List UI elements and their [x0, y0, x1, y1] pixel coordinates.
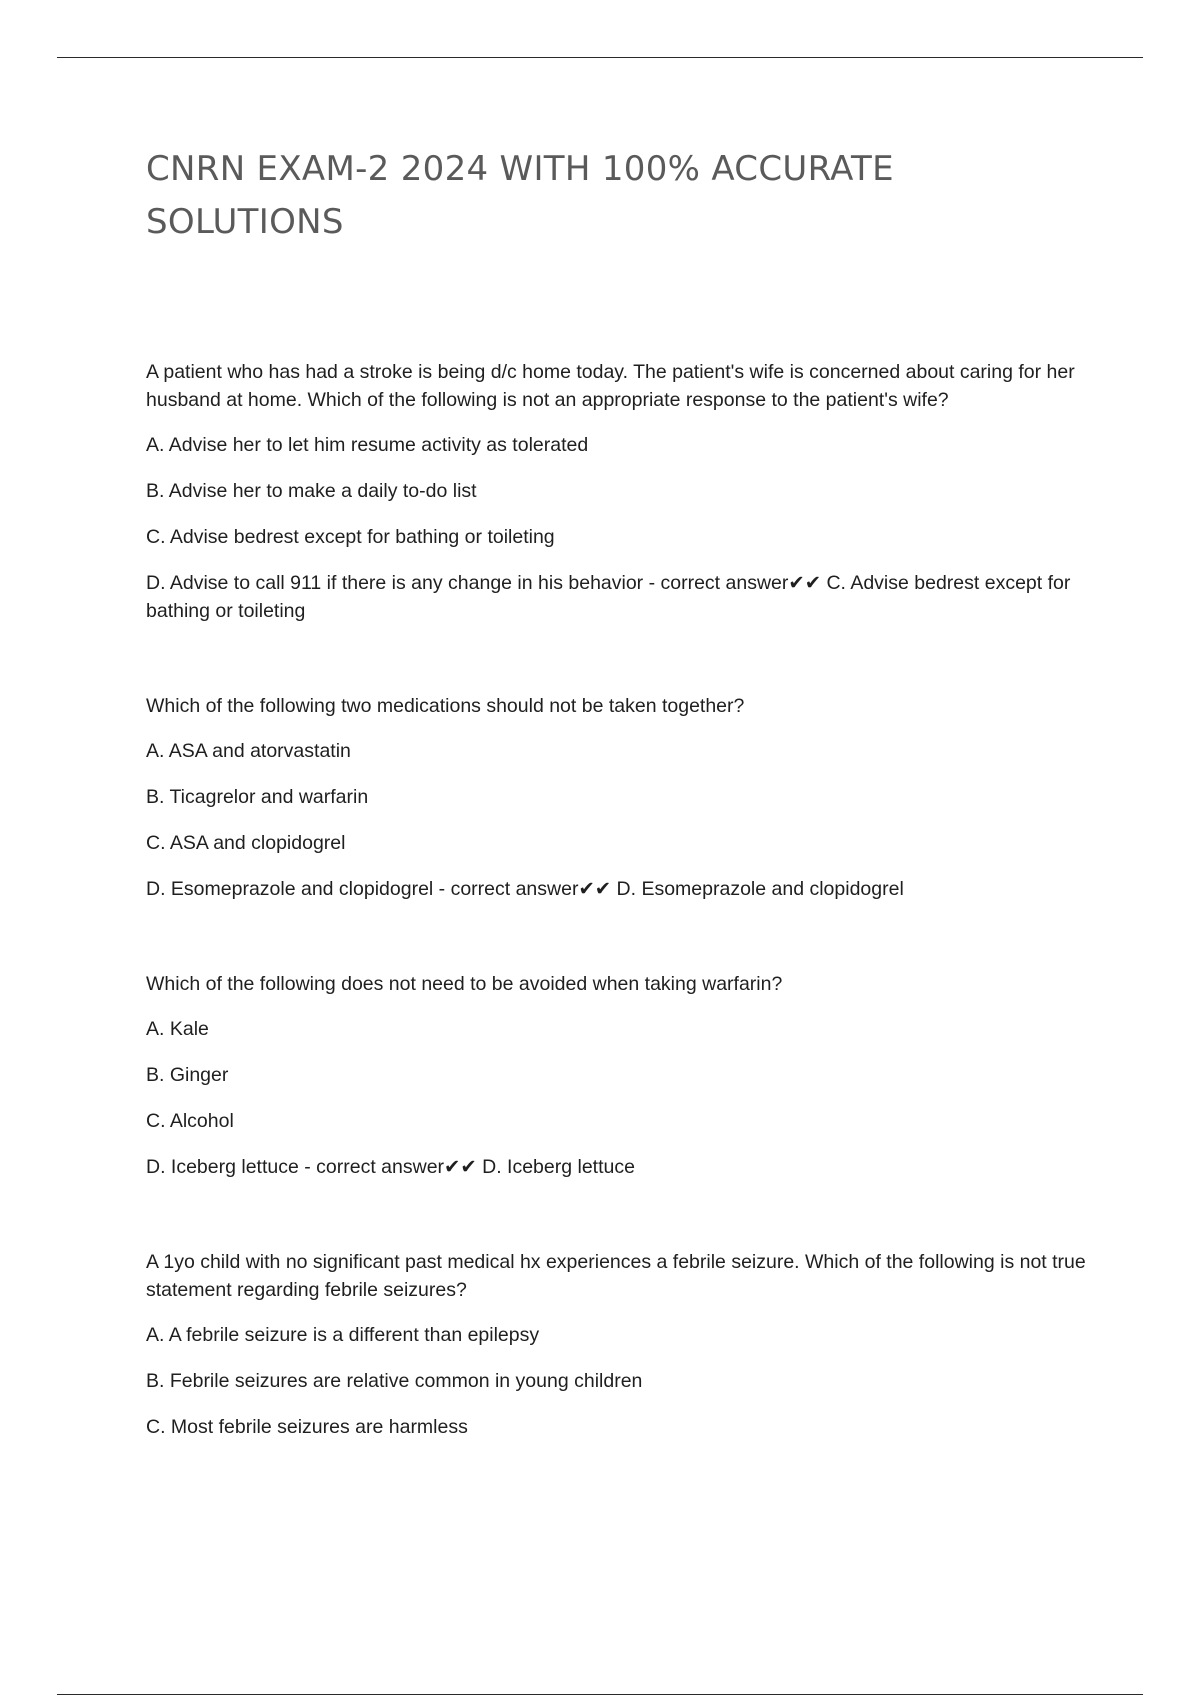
option-a: A. Kale: [146, 1018, 209, 1040]
question-1: [146, 358, 1096, 625]
question-text: Which of the following does not need to be avoided when taking warfarin?: [146, 973, 783, 995]
option-c: C. ASA and clopidogrel: [146, 832, 346, 854]
question-3: [146, 970, 1096, 1181]
question-4: [146, 1248, 1096, 1441]
document-title: CNRN EXAM-2 2024 WITH 100% ACCURATE SOLUTIONS: [146, 149, 894, 242]
bottom-divider: [57, 1694, 1143, 1695]
option-b: B. Advise her to make a daily to-do list: [146, 480, 477, 502]
option-b: B. Febrile seizures are relative common in young children: [146, 1370, 643, 1392]
option-c: C. Advise bedrest except for bathing or toileting: [146, 526, 555, 548]
question-text: Which of the following two medications should not be taken together?: [146, 695, 745, 717]
top-divider: [57, 57, 1143, 58]
question-text: A 1yo child with no significant past medical hx experiences a febrile seizure. Which of the following is not true statement regarding febrile seizures?: [146, 1251, 1086, 1301]
option-a: A. Advise her to let him resume activity as tolerated: [146, 434, 589, 456]
option-d-with-answer: D. Iceberg lettuce - correct answer✔✔ D. Iceberg lettuce: [146, 1156, 635, 1178]
option-b: B. Ginger: [146, 1064, 229, 1086]
option-c: C. Most febrile seizures are harmless: [146, 1416, 468, 1438]
questions-list: [146, 358, 1096, 1508]
option-c: C. Alcohol: [146, 1110, 234, 1132]
option-d-with-answer: D. Advise to call 911 if there is any change in his behavior - correct answer✔✔ C. Advise bedrest except for bathing or toileting: [146, 572, 1071, 622]
option-d-with-answer: D. Esomeprazole and clopidogrel - correct answer✔✔ D. Esomeprazole and clopidogrel: [146, 878, 904, 900]
option-a: A. A febrile seizure is a different than epilepsy: [146, 1324, 540, 1346]
option-a: A. ASA and atorvastatin: [146, 740, 351, 762]
option-b: B. Ticagrelor and warfarin: [146, 786, 369, 808]
question-2: [146, 692, 1096, 903]
question-text: A patient who has had a stroke is being d/c home today. The patient's wife is concerned about caring for her husband at home. Which of the following is not an appropriate response to the patient's wife?: [146, 361, 1075, 411]
